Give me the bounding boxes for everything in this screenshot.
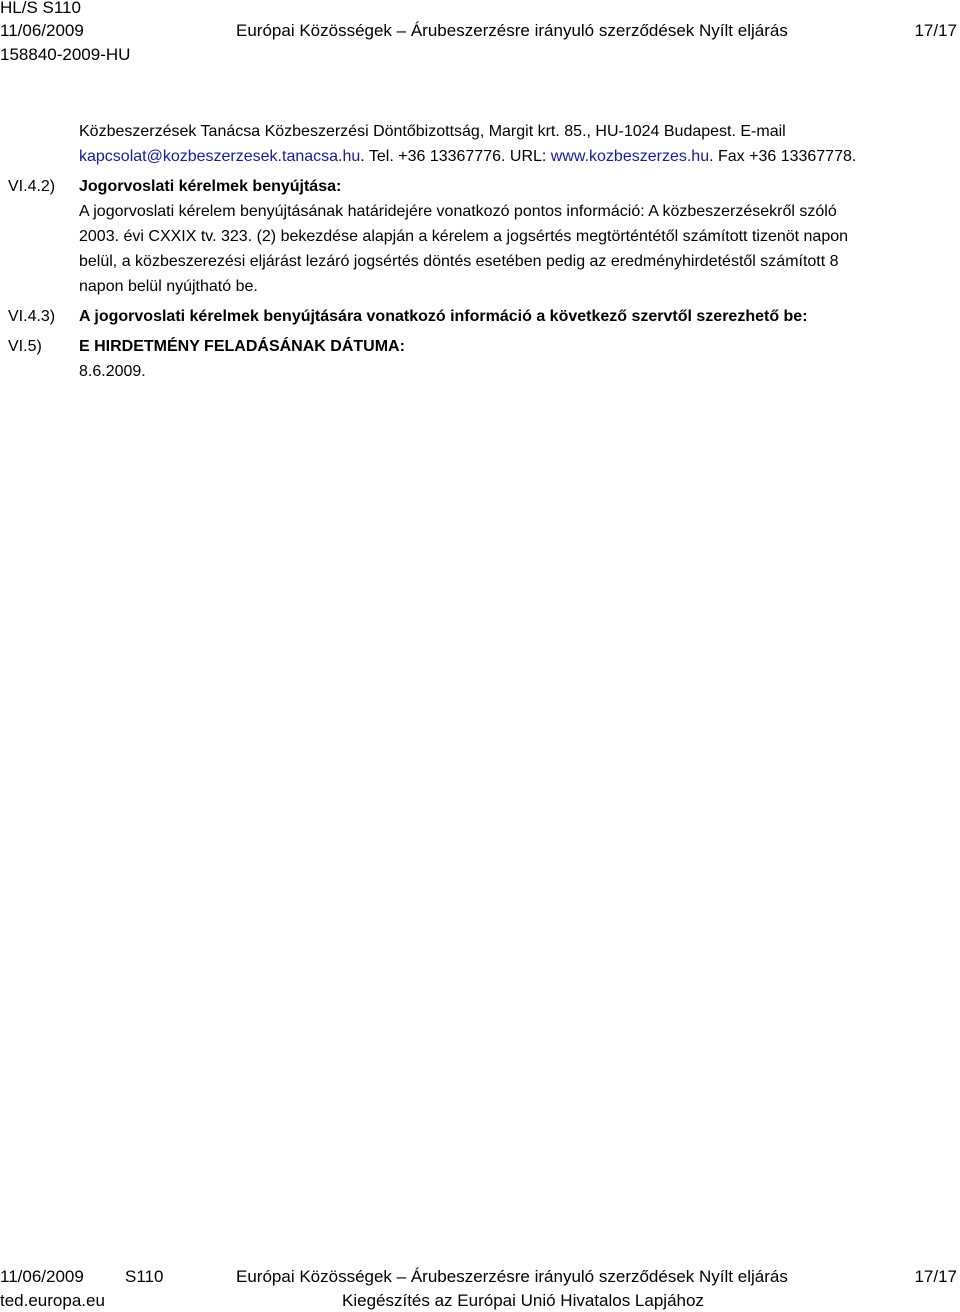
- footer-page-number: 17/17: [914, 1267, 957, 1286]
- section-text-line: A jogorvoslati kérelem benyújtásának határidejére vonatkozó pontos információ: A közbeszerzésekről szóló: [79, 203, 837, 220]
- header-page-number: 17/17: [914, 21, 957, 40]
- address-line: Közbeszerzések Tanácsa Közbeszerzési Döntőbizottság, Margit krt. 85., HU-1024 Budapest. E-mail: [79, 123, 786, 140]
- tel-text: . Tel. +36 13367776. URL:: [360, 148, 551, 165]
- section-number-vi42: VI.4.2): [8, 178, 56, 195]
- section-heading-vi5: E HIRDETMÉNY FELADÁSÁNAK DÁTUMA:: [79, 338, 405, 355]
- section-text-line: napon belül nyújtható be.: [79, 278, 258, 295]
- dispatch-date: 8.6.2009.: [79, 363, 146, 380]
- section-heading-vi42: Jogorvoslati kérelmek benyújtása:: [79, 178, 342, 195]
- contact-line: [79, 147, 856, 167]
- email-link[interactable]: kapcsolat@kozbeszerzesek.tanacsa.hu: [79, 148, 361, 165]
- footer-date: 11/06/2009: [0, 1267, 84, 1286]
- footer-supplement: Kiegészítés az Európai Unió Hivatalos Lapjához: [342, 1291, 704, 1310]
- section-text-line: belül, a közbeszerezési eljárást lezáró jogsértés döntés esetében pedig az eredményhirdetéstől számított 8: [79, 253, 839, 270]
- section-number-vi43: VI.4.3): [8, 308, 56, 325]
- header-title: Európai Közösségek – Árubeszerzésre irányuló szerződések Nyílt eljárás: [236, 21, 788, 40]
- url-link[interactable]: www.kozbeszerzes.hu: [550, 148, 710, 165]
- header-date: 11/06/2009: [0, 21, 84, 40]
- section-heading-vi43: A jogorvoslati kérelmek benyújtására vonatkozó információ a következő szervtől szerezhető be:: [79, 308, 808, 325]
- section-number-vi5: VI.5): [8, 338, 42, 355]
- footer-site[interactable]: ted.europa.eu: [0, 1291, 105, 1310]
- footer-series: S110: [125, 1267, 164, 1286]
- footer-title: Európai Közösségek – Árubeszerzésre irányuló szerződések Nyílt eljárás: [236, 1267, 788, 1286]
- section-text-line: 2003. évi CXXIX tv. 323. (2) bekezdése alapján a kérelem a jogsértés megtörténtétől számított tizenöt napon: [79, 228, 849, 245]
- notice-id: 158840-2009-HU: [0, 45, 131, 64]
- doc-code: HL/S S110: [0, 0, 81, 17]
- fax-text: . Fax +36 13367778.: [709, 148, 857, 165]
